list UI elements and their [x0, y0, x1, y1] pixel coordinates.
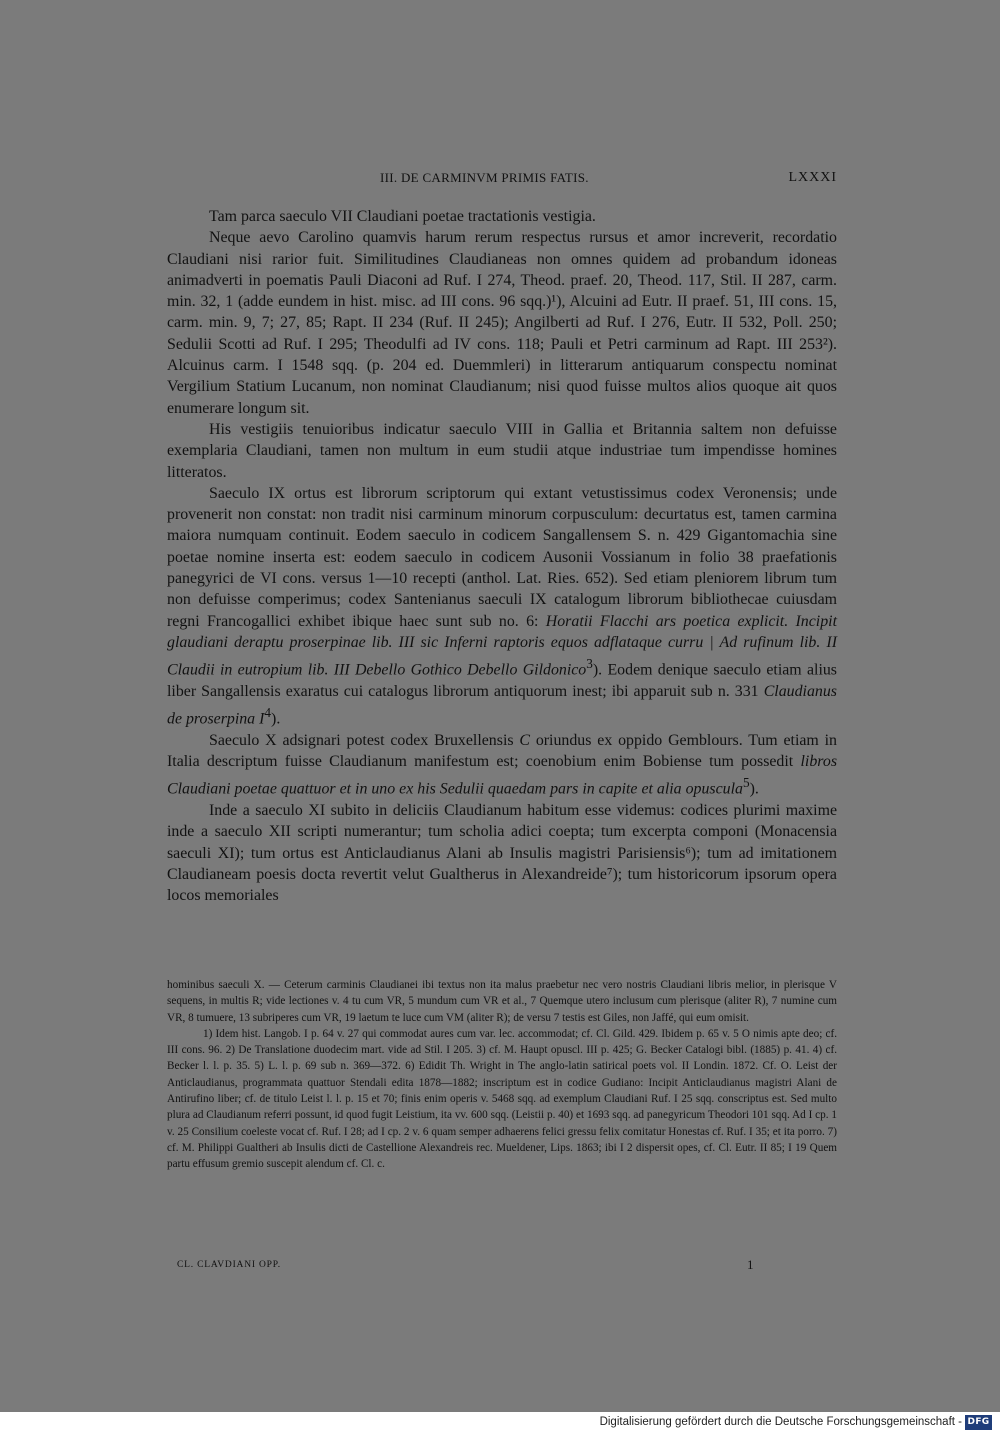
- paragraph-5-text-b: oriundus ex oppido Gemblours. Tum etiam in Italia descriptum fuisse Claudianum manifestum est; coenobium enim Bobiense tum possedit: [167, 731, 837, 771]
- catalog-quote-italic: Horatii Flacchi ars poetica explicit. Incipit glaudiani deraptu proserpinae lib. III sic Inferni raptoris equos adflataque curru | Ad rufinum lib. II Claudii in eutropium lib. III Debello Gothico Debello Gildonico: [167, 612, 838, 679]
- paragraph-5: [167, 730, 837, 800]
- page-number: LXXXI: [788, 170, 837, 185]
- footnote-list: 1) Idem hist. Langob. I p. 64 v. 27 qui commodat aures cum var. lec. accommodat; cf. Cl. Gild. 429. Ibidem p. 65 v. 5 O nimis apte deo; cf. III cons. 96. 2) De Translatione duodecim mart. vide ad Stil. I 205. 3) cf. M. Haupt opuscl. III p. 425; G. Becker Catalogi bibl. (1885) p. 41. 4) cf. Becker l. l. p. 35. 5) L. l. p. 69 sub n. 369—372. 6) Edidit Th. Wright in The anglo-latin satirical poets vol. II Londin. 1872. Cf. O. Leist der Anticlaudianus, programmata quattuor Stendali edita 1878—1882; inscriptum est in codice Gudiano: Incipit Anticlaudianus magistri Alani de Antirufino liber; cf. de titulo Leist l. l. p. 15 et 70; finis enim operis v. 5468 sqq. ad exemplum Claudiani Ruf. I 25 sqq. conscriptus est. Sed multo plura ad Claudianum referri possunt, id quod fugit Leistium, ita vv. 600 sqq. (Leistii p. 40) et 1693 sqq. ad panegyricum Theodori 101 sqq. Ad I cp. 1 v. 25 Consilium coeleste vocat cf. Ruf. I 28; ad I cp. 2 v. 6 quam semper adhaerens felici gressu felix comitatur Honestas cf. Ruf. I 35; et ita porro. 7) cf. M. Philippi Gualtheri ab Insulis dicti de Castellione Alexandreis rec. Mueldener, Lips. 1863; ibi I 2 dispersit opes, cf. Cl. Eutr. II 85; I 19 Quem partu effusum gremio suscepit alendum cf. Cl. c.: [167, 1027, 837, 1171]
- paragraph-4-text-a: Saeculo IX ortus est librorum scriptorum qui extant vetustissimus codex Veronensis; unde provenerit non constat: non tradit nisi carminum minorum corpusculum: decurtatus est, tamen carmina maiora numquam continuit. Eodem saeculo in codicem Sangallensem S. n. 429 Gigantomachia sine poetae nomine inserta est: eodem saeculo in codicem Ausonii Vossianum in folio 38 praefationis panegyrici de VI cons. versus 1—10 recepti (anthol. Lat. Ries. 652). Sed etiam pleniorem librum tum non defuisse comperimus; codex Santenianus saeculi IX catalogum librorum bibliothecae cuiusdam regni Francogallici exhibet ibique haec sunt sub no. 6:: [167, 484, 837, 630]
- footnotes: [167, 977, 837, 1173]
- footnote-ref-3: 3: [586, 656, 593, 672]
- paragraph-3: His vestigiis tenuioribus indicatur saeculo VIII in Gallia et Britannia saltem non defuisse exemplaria Claudiani, tamen non multum in eum studii atque industriae tum impendisse homines litteratos.: [167, 420, 837, 481]
- paragraph-2: Neque aevo Carolino quamvis harum rerum respectus rursus et amor increverit, recordatio Claudiani nisi rarior fuit. Similitudines Claudianeas non omnes quidem ad probandum idoneas animadverti in poematis Pauli Diaconi ad Ruf. I 274, Theod. praef. 20, Theod. 117, Stil. II 287, carm. min. 32, 1 (adde eundem in hist. misc. ad III cons. 96 sqq.)¹), Alcuini ad Eutr. II praef. 51, III cons. 15, carm. min. 9, 7; 27, 85; Rapt. II 234 (Ruf. II 245); Angilberti ad Ruf. I 276, Eutr. II 532, Poll. 250; Sedulii Scotti ad Ruf. I 295; Theodulfi ad IV cons. 118; Pauli et Petri carminum ad Rapt. III 253²). Alcuinus carm. I 1548 sqq. (p. 204 ed. Duemmleri) in litterarum antiquarum conspectu nominat Vergilium Statium Lucanum, non nominat Claudianum; nisi quod fuisse multos alios quoque ait quos enumerare longum sit.: [167, 229, 837, 417]
- catalog-entry-italic: Claudianus de proserpina I: [167, 682, 837, 728]
- paragraph-1: Tam parca saeculo VII Claudiani poetae tractationis vestigia.: [209, 208, 596, 225]
- footnote-continuation: hominibus saeculi X. — Ceterum carminis Claudianei ibi textus non ita malus praebetur nec vero nostris Claudiani libris melior, in plerisque V sequens, in multis R; vide lectiones v. 4 tu cum VR, 5 mundum cum VR et al., 7 Quemque utero inclusum cum plerisque (aliter R), 7 numine cum VR, 8 tumuere, 13 subriperes cum VR, 19 laetum te luce cum VM (aliter R); de versu 7 testis est Giles, non Jaffé, qui eum omisit.: [167, 979, 837, 1024]
- paragraph-4-text-b: ). Eodem denique saeculo etiam alius liber Sangallensis exaratus cui catalogus librorum antiquorum inest; ibi apparuit sub n. 331: [167, 661, 837, 700]
- signature-mark: CL. CLAVDIANI OPP.: [177, 1260, 281, 1270]
- paragraph-4-text-c: ).: [271, 710, 281, 728]
- running-title: III. DE CARMINVM PRIMIS FATIS.: [380, 170, 589, 185]
- signature-number: 1: [747, 1257, 755, 1272]
- paragraph-6: Inde a saeculo XI subito in deliciis Claudianum habitum esse videmus: codices plurimi maxime inde a saeculo XII scripti numerantur; tum scholia adici coepta; tum excerpta componi (Monacensia saeculi XI); tum ortus est Anticlaudianus Alani ab Insulis magistri Parisiensis⁶); tum ad imitationem Claudianeam poesis docta revertit velut Gualtherus in Alexandreide⁷); tum historicorum ipsorum opera locos memoriales: [167, 801, 837, 905]
- paragraph-5-text-c: ).: [749, 780, 759, 798]
- footnote-ref-5: 5: [742, 775, 750, 791]
- footnote-ref-4: 4: [264, 705, 272, 721]
- funding-credit: Digitalisierung gefördert durch die Deutsche Forschungsgemeinschaft -: [599, 1416, 962, 1428]
- printer-signature: [177, 1257, 777, 1274]
- paragraph-4: [167, 483, 837, 730]
- paragraph-5-text-a: Saeculo X adsignari potest codex Bruxellensis: [209, 731, 520, 749]
- dfg-logo-icon: DFG: [965, 1415, 992, 1430]
- codex-siglum-italic: C: [519, 731, 530, 749]
- main-text: [167, 206, 837, 906]
- credit-bar: [0, 1412, 1000, 1434]
- running-header: [167, 170, 837, 192]
- bobbio-quote-italic: libros Claudiani poetae quattuor et in uno ex his Sedulii quaedam pars in capite et alia opuscula: [167, 753, 837, 798]
